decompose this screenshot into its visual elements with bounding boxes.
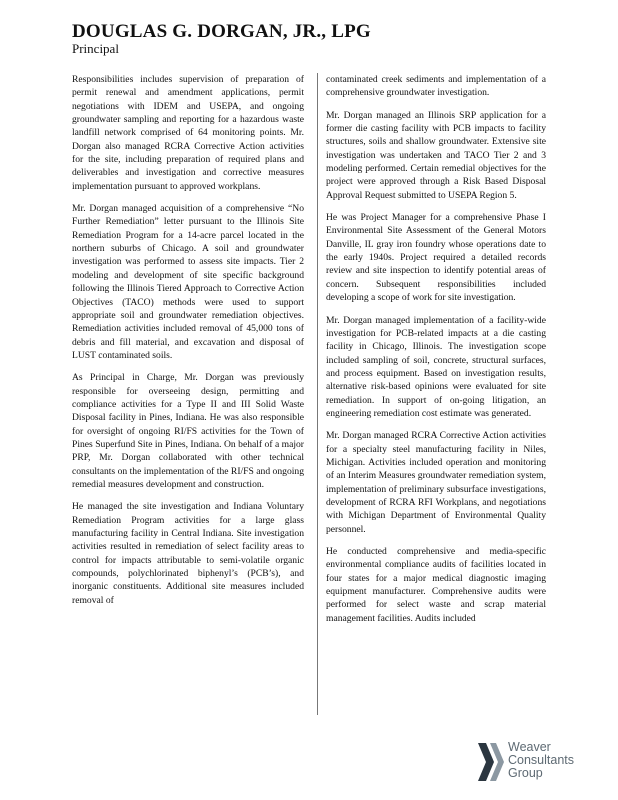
left-column [72,73,304,616]
right-column [326,73,546,634]
paragraph: He was Project Manager for a comprehensive Phase I Environmental Site Assessment of the General Motors Danville, IL gray iron foundry whose operations date to the early 1940s. Project required a detailed records review and site inspection to identify potential areas of concern. Subsequent responsibilities included developing a scope of work for site investigation. [326,212,546,304]
job-title: Principal [72,41,119,56]
logo-word-weaver: Weaver [508,740,551,754]
paragraph: contaminated creek sediments and implementation of a comprehensive groundwater investigation. [326,74,546,99]
column-divider [317,73,318,715]
resume-name: DOUGLAS G. DORGAN, JR., LPG [72,21,371,42]
paragraph: Mr. Dorgan managed RCRA Corrective Action activities for a specialty steel manufacturing facility in Niles, Michigan. Activities included operation and monitoring of an Interim Measures groundwater remediation system, implementation of preliminary subsurface investigations, development of RCRA RFI Workplans, and negotiations with Michigan Department of Environmental Quality personnel. [326,430,546,535]
logo-word-consultants: Consultants [508,753,575,767]
paragraph: As Principal in Charge, Mr. Dorgan was previously responsible for overseeing design, permitting and compliance activities for a Type II and III Solid Waste Disposal facility in Pines, Indiana. He was also responsible for oversight of ongoing RI/FS activities for the Town of Pines Superfund Site in Pines, Indiana. On behalf of a major PRP, Mr. Dorgan collaborated with other technical consultants on the implementation of the RI/FS and ongoing remedial measures development and construction. [72,372,304,490]
company-logo [476,741,586,785]
logo-mark-icon [476,741,506,783]
paragraph: Mr. Dorgan managed an Illinois SRP application for a former die casting facility with PCB impacts to facility structures, soils and shallow groundwater. Extensive site investigation was undertaken and TACO Tier 2 and 3 modeling performed. Certain remedial objectives for the project were approved through a Risk Based Disposal Approval Request submitted to USEPA Region 5. [326,109,546,201]
paragraph: Responsibilities includes supervision of preparation of permit renewal and amendment applications, permit negotiations with IDEM and USEPA, and ongoing groundwater sampling and reporting for a hazardous waste landfill network comprised of 64 monitoring points. Mr. Dorgan also managed RCRA Corrective Action activities for the site, including preparation of required plans and deliverables and investigation and corrective measures implementation pursuant to approved workplans. [72,74,304,192]
paragraph: He managed the site investigation and Indiana Voluntary Remediation Program activities for a large glass manufacturing facility in Central Indiana. Site investigation activities resulted in remediation of select facility areas to control for impacts attributable to semi-volatile organic compounds, polychlorinated biphenyl’s (PCB’s), and inorganic constituents. Additional site measures included removal of [72,501,304,606]
paragraph: Mr. Dorgan managed implementation of a facility-wide investigation for PCB-related impacts at a die casting facility in Chicago, Illinois. The investigation scope included sampling of soil, concrete, structural surfaces, and process equipment. Based on investigation results, alternative risk-based opinions were evaluated for site remediation. In support of on-going litigation, an engineering remediation cost estimate was generated. [326,314,546,419]
paragraph: Mr. Dorgan managed acquisition of a comprehensive “No Further Remediation” letter pursuant to the Illinois Site Remediation Program for a 14-acre parcel located in the northern suburbs of Chicago. A soil and groundwater investigation was performed to assess site impacts. Tier 2 modeling and development of site specific background following the Illinois Tiered Approach to Corrective Action Objectives (TACO) methods were used to support appropriate soil and groundwater remediation objectives. Remediation activities included removal of 45,000 tons of debris and fill material, and excavation and disposal of LUST contaminated soils. [72,203,304,361]
logo-word-group: Group [508,766,543,780]
paragraph: He conducted comprehensive and media-specific environmental compliance audits of facilities located in four states for a major medical diagnostic imaging equipment manufacturer. Comprehensive audits were performed for select waste and scrap material management facilities. Audits included [326,546,546,624]
